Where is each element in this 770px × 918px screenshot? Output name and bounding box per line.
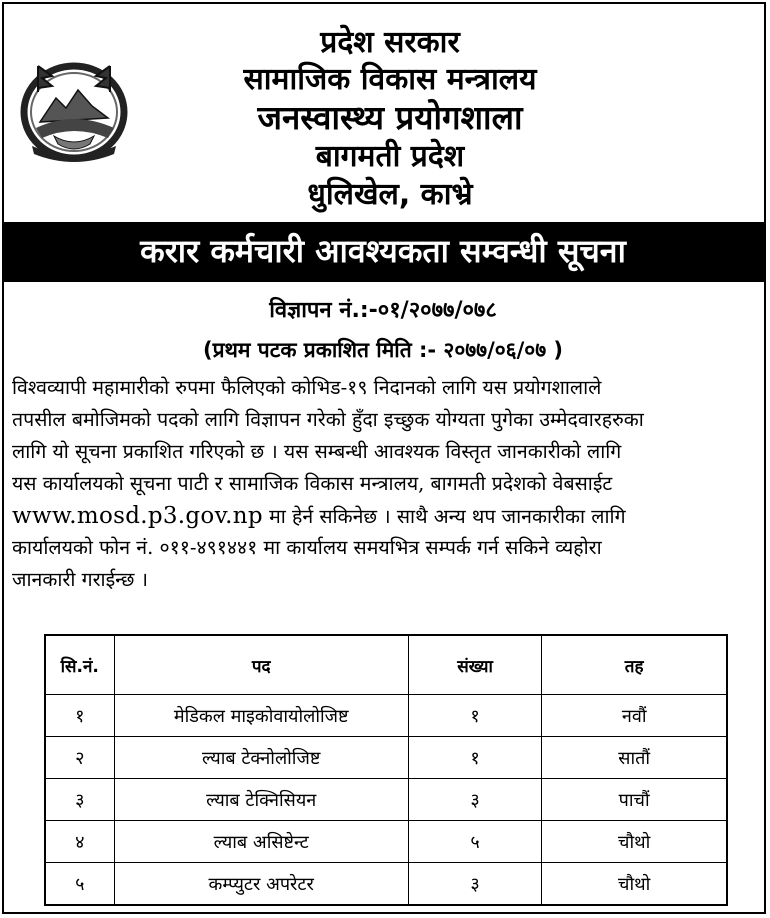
cell-post: ल्याब असिष्टेन्ट — [114, 821, 408, 863]
cell-level: चौथो — [542, 863, 727, 906]
table-row — [45, 737, 727, 779]
body-line-text: मा हेर्न सकिनेछ । साथै अन्य थप जानकारीका लागि — [262, 505, 626, 528]
header-count: संख्या — [408, 635, 542, 695]
header-serial: सि.नं. — [45, 635, 114, 695]
cell-level: सातौं — [542, 737, 727, 779]
header-level: तह — [542, 635, 727, 695]
cell-post: मेडिकल माइकोवायोलोजिष्ट — [114, 695, 408, 737]
website-link[interactable]: www.mosd.p3.gov.np — [12, 503, 263, 529]
cell-serial: ३ — [45, 779, 114, 821]
advertisement-number: विज्ञापन नं.:-०१/२०७७/०७८ — [269, 298, 497, 323]
header-laboratory: जनस्वास्थ्य प्रयोगशाला — [257, 98, 523, 137]
cell-serial: ५ — [45, 863, 114, 906]
cell-level: चौथो — [542, 821, 727, 863]
table-row — [45, 779, 727, 821]
body-line: लागि यो सूचना प्रकाशित गरिएको छ । यस सम्बन्धी आवश्यक विस्तृत जानकारीको लागि — [12, 440, 622, 463]
header-post: पद — [114, 635, 408, 695]
cell-serial: १ — [45, 695, 114, 737]
notice-title-banner: करार कर्मचारी आवश्यकता सम्वन्धी सूचना — [2, 222, 764, 282]
cell-level: पाचौं — [542, 779, 727, 821]
cell-post: कम्प्युटर अपरेटर — [114, 863, 408, 906]
cell-post: ल्याब टेक्नोलोजिष्ट — [114, 737, 408, 779]
cell-post: ल्याब टेक्निसियन — [114, 779, 408, 821]
table-row — [45, 863, 727, 906]
body-line: विश्वव्यापी महामारीको रुपमा फैलिएको कोभिड-१९ निदानको लागि यस प्रयोगशालाले — [12, 376, 602, 399]
table-header-row — [45, 635, 727, 695]
body-line: तपसील बमोजिमको पदको लागि विज्ञापन गरेको हुँदा इच्छुक योग्यता पुगेका उम्मेदवारहरुका — [12, 408, 644, 431]
notice-body — [12, 372, 760, 596]
table-row — [45, 695, 727, 737]
body-line: जानकारी गराईन्छ । — [12, 568, 149, 591]
body-line: कार्यालयको फोन नं. ०११-४९१४४१ मा कार्यालय समयभित्र सम्पर्क गर्न सकिने व्यहोरा — [12, 536, 602, 559]
cell-count: ३ — [408, 779, 542, 821]
body-line: यस कार्यालयको सूचना पाटी र सामाजिक विकास मन्त्रालय, बागमती प्रदेशको वेबसाईट — [12, 472, 613, 495]
cell-level: नवौं — [542, 695, 727, 737]
cell-serial: ४ — [45, 821, 114, 863]
nepal-government-emblem-icon — [18, 58, 130, 162]
first-publication-date: (प्रथम पटक प्रकाशित मिति :- २०७७/०६/०७ ) — [202, 338, 564, 362]
cell-count: १ — [408, 695, 542, 737]
vacancy-table — [44, 634, 728, 906]
notice-header — [0, 0, 766, 220]
cell-count: १ — [408, 737, 542, 779]
header-location: धुलिखेल, काभ्रे — [307, 177, 473, 212]
cell-count: ३ — [408, 863, 542, 906]
header-ministry: सामाजिक विकास मन्त्रालय — [243, 62, 537, 97]
body-line — [12, 500, 760, 532]
header-province: बागमती प्रदेश — [315, 139, 465, 174]
table-row — [45, 821, 727, 863]
header-province-government: प्रदेश सरकार — [320, 25, 460, 60]
cell-serial: २ — [45, 737, 114, 779]
cell-count: ५ — [408, 821, 542, 863]
